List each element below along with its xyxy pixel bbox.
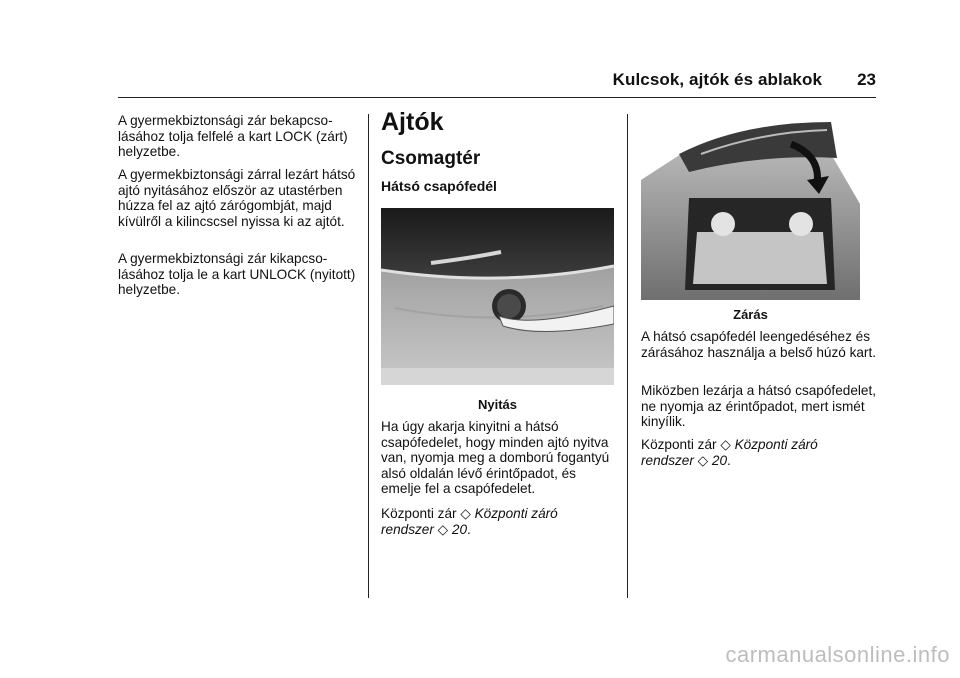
closing-instructions-1: A hátsó csapófedél leengedéséhez és zárásához használja a belső húzó kart. [641,329,877,360]
reference-arrow-icon: ◇ [720,437,731,452]
central-lock-reference-middle: Központi zár ◇ Központi záró rendszer ◇ 20. [381,506,558,537]
reference-prefix: Központi zár [641,437,717,452]
opening-instructions: Ha úgy akarja kinyitni a hátsó csapófedelet, hogy minden ajtó nyitva van, nyomja meg a domború fogantyú alsó oldalán lévő érintőpadot, és emelje fel a csapófedelet. [381,419,610,497]
running-header-title: Kulcsok, ajtók és ablakok [612,70,822,89]
watermark-text: carmanualsonline.info [725,642,950,667]
reference-prefix: Központi zár [381,506,457,521]
header-rule [118,97,876,98]
closing-instructions-2: Miközben lezárja a hátsó csapófedelet, ne nyomja az érintőpadot, mert ismét kinyílik. [641,383,877,430]
tailgate-opening-illustration [381,208,614,385]
subheading-tailgate: Hátsó csapófedél [381,178,497,194]
reference-page-link[interactable]: 20 [711,452,728,468]
child-lock-paragraph-3: A gyermekbiztonsági zár kikapcsolásához tolja le a kart UNLOCK (nyitott) helyzetbe. [118,251,356,298]
subsection-heading-trunk: Csomagtér [381,148,481,169]
reference-arrow-icon: ◇ [697,452,709,468]
central-lock-reference-right: Központi zár ◇ Központi záró rendszer ◇ 20. [641,437,818,468]
tailgate-closing-illustration [641,114,860,300]
reference-link-central-locking[interactable]: Központi záró rendszer [641,437,818,468]
reference-link-central-locking[interactable]: Központi záró rendszer [381,506,558,537]
figure-caption-opening: Nyitás [477,397,518,412]
page-number: 23 [857,70,876,89]
column-divider-left [368,114,369,598]
column-divider-right [627,114,628,598]
reference-arrow-icon: ◇ [437,521,449,537]
section-heading-doors: Ajtók [381,108,444,136]
child-lock-paragraph-2: A gyermekbiztonsági zárral lezárt hátsó ajtó nyitásához először az utastérben húzza fel az ajtó zárógombját, majd kívülről a kilincscsel nyissa ki az ajtót. [118,167,356,229]
child-lock-paragraph-1: A gyermekbiztonsági zár bekapcsolásához tolja felfelé a kart LOCK (zárt) helyzetbe. [118,113,348,160]
reference-page-link[interactable]: 20 [451,521,468,537]
reference-arrow-icon: ◇ [460,506,471,521]
figure-caption-closing: Zárás [733,307,768,322]
